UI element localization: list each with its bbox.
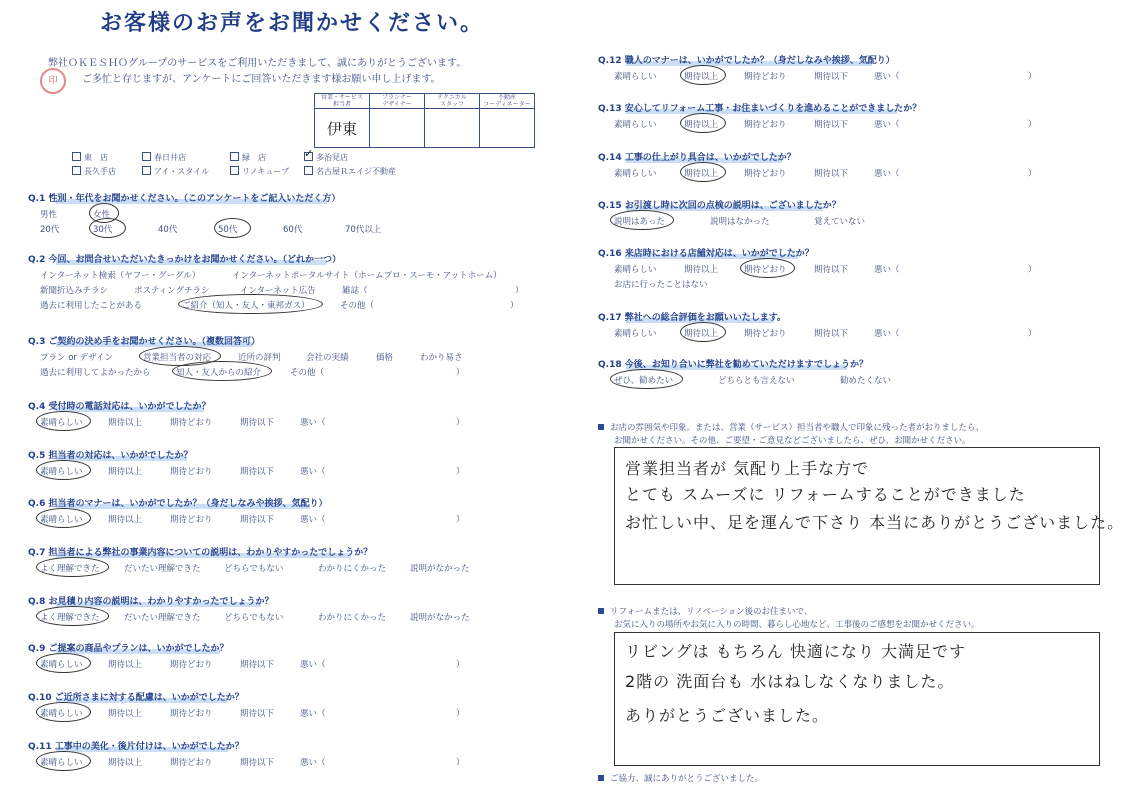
- answer-option[interactable]: 勧めたくない: [840, 376, 892, 386]
- answer-option[interactable]: インターネット広告: [240, 286, 316, 296]
- answer-option[interactable]: 期待以下: [240, 418, 275, 428]
- answer-option[interactable]: インターネット検索（ヤフー・グーグル）: [40, 271, 201, 281]
- question-q11: [28, 739, 244, 752]
- answer-option[interactable]: 男性: [40, 210, 58, 220]
- comment2-line-1: リビングは もちろん 快適になり 大満足です: [625, 642, 966, 661]
- answer-option[interactable]: 覚えていない: [814, 217, 866, 227]
- question-q7: [28, 545, 372, 558]
- answer-option[interactable]: 期待以上: [108, 467, 143, 477]
- answer-option[interactable]: わかりにくかった: [318, 564, 387, 574]
- question-q8: [28, 594, 273, 607]
- answer-option[interactable]: 期待どおり: [744, 169, 787, 179]
- question-number: Q.10: [28, 693, 55, 703]
- store-option[interactable]: 名古屋Ｒエイジ不動産: [304, 166, 396, 177]
- paren-close: ）: [515, 286, 524, 296]
- answer-option[interactable]: 期待以下: [240, 758, 275, 768]
- question-number: Q.9: [28, 644, 49, 654]
- question-q17: [598, 310, 786, 323]
- answer-option[interactable]: 期待どおり: [170, 758, 213, 768]
- answer-option[interactable]: 期待以上: [108, 660, 143, 670]
- answer-option[interactable]: 説明がなかった: [410, 613, 470, 623]
- question-number: Q.5: [28, 451, 49, 461]
- answer-option[interactable]: だいたい理解できた: [124, 564, 201, 574]
- checkbox[interactable]: [142, 166, 151, 175]
- answer-option[interactable]: 期待以上: [684, 265, 719, 275]
- comment1-line-3: お忙しい中、足を運んで下さり 本当にありがとうございました。: [625, 513, 1125, 532]
- staff-table: [314, 93, 535, 148]
- answer-option[interactable]: 価格: [376, 353, 394, 363]
- question-text: 担当者の対応は、いかがでしたか？: [48, 451, 193, 461]
- store-option[interactable]: 春日井店: [142, 152, 186, 163]
- answer-option[interactable]: 素晴らしい: [614, 120, 657, 130]
- staff-value-technical[interactable]: [425, 109, 480, 148]
- answer-option[interactable]: 素晴らしい: [40, 467, 83, 477]
- paren-close: ）: [456, 515, 465, 525]
- answer-option[interactable]: 女性: [93, 210, 111, 220]
- page-title: お客様のお声をお聞かせください。: [100, 11, 485, 36]
- question-q13: [598, 101, 921, 114]
- answer-option[interactable]: 雑誌（: [342, 286, 368, 296]
- answer-option[interactable]: 期待以上: [684, 72, 719, 82]
- question-number: Q.8: [28, 597, 49, 607]
- question-text: 今回、お問合せいただいたきっかけをお聞かせください。（どれか一つ）: [48, 255, 341, 265]
- paren-close: ）: [456, 368, 465, 378]
- question-text: 工事中の美化・後片付けは、いかがでしたか？: [54, 742, 244, 752]
- answer-option[interactable]: インターネットポータルサイト（ホームプロ・スーモ・アットホーム）: [232, 271, 502, 281]
- question-q10: [28, 690, 244, 703]
- comment1-prompt-1: お店の雰囲気や印象。または、営業（サービス）担当者や職人で印象に残った者がおりましたら、: [598, 421, 984, 433]
- question-number: Q.15: [598, 201, 625, 211]
- answer-option[interactable]: 20代: [40, 225, 60, 235]
- staff-header-technical: テクニカル スタッフ: [425, 94, 480, 109]
- answer-option[interactable]: 素晴らしい: [40, 418, 83, 428]
- question-q1: [28, 191, 340, 204]
- comment1-prompt-2: お聞かせください。その他、ご要望・ご意見などございましたら、ぜひ、お聞かせください。: [614, 436, 971, 446]
- paren-close: ）: [456, 418, 465, 428]
- checkbox[interactable]: [72, 166, 81, 175]
- answer-option[interactable]: 期待どおり: [170, 418, 213, 428]
- answer-option[interactable]: 説明はあった: [614, 217, 665, 227]
- store-option[interactable]: 緑 店: [230, 152, 266, 163]
- question-q6: [28, 496, 327, 509]
- question-q3: [28, 334, 260, 347]
- answer-option[interactable]: 期待どおり: [744, 329, 787, 339]
- answer-option[interactable]: 悪い（: [300, 418, 326, 428]
- answer-option[interactable]: どちらでもない: [224, 613, 284, 623]
- intro-line-1: 弊社ＯＫＥＳＨＯグループのサービスをご利用いただきまして、誠にありがとうございます。: [48, 58, 467, 69]
- bullet-square-icon: [598, 424, 604, 430]
- question-text: ご提案の商品やプランは、いかがでしたか？: [48, 644, 229, 654]
- answer-option[interactable]: 期待どおり: [744, 265, 787, 275]
- comment2-line-2: 2階の 洗面台も 水はねしなくなりました。: [625, 672, 955, 691]
- answer-option[interactable]: 悪い（: [300, 660, 326, 670]
- comment1-line-1: 営業担当者が 気配り上手な方で: [625, 459, 870, 478]
- intro-line-2: ご多忙と存じますが、アンケートにご回答いただきます様お願い申し上げます。: [82, 74, 441, 85]
- answer-option[interactable]: 素晴らしい: [40, 660, 83, 670]
- checkbox[interactable]: [142, 152, 151, 161]
- paren-close: ）: [1028, 329, 1037, 339]
- answer-option[interactable]: 期待どおり: [170, 709, 213, 719]
- answer-option[interactable]: 説明はなかった: [710, 217, 770, 227]
- answer-option[interactable]: ポスティングチラシ: [134, 286, 210, 296]
- answer-option[interactable]: 期待以上: [108, 515, 143, 525]
- question-q5: [28, 448, 192, 461]
- answer-option[interactable]: ご紹介（知人・友人・東邦ガス）: [182, 301, 310, 311]
- question-number: Q.18: [598, 360, 625, 370]
- question-q14: [598, 150, 796, 163]
- answer-option[interactable]: 期待以下: [814, 120, 849, 130]
- answer-option[interactable]: 期待以下: [814, 265, 849, 275]
- bullet-square-icon: [598, 775, 604, 781]
- answer-option[interactable]: わかりにくかった: [318, 613, 387, 623]
- bullet-square-icon: [598, 608, 604, 614]
- question-number: Q.4: [28, 402, 49, 412]
- store-option[interactable]: 長久手店: [72, 166, 116, 177]
- checkbox-checked[interactable]: [304, 152, 313, 161]
- question-text: 工事の仕上がり具合は、いかがでしたか？: [624, 153, 796, 163]
- paren-close: ）: [1028, 265, 1037, 275]
- question-text: お見積り内容の説明は、わかりやすかったでしょうか？: [48, 597, 274, 607]
- answer-option[interactable]: 期待以上: [684, 120, 719, 130]
- answer-option[interactable]: 期待以下: [240, 660, 275, 670]
- answer-option[interactable]: 50代: [218, 225, 238, 235]
- answer-option[interactable]: 悪い（: [300, 467, 326, 477]
- question-text: ご契約の決め手をお聞かせください。（複数回答可）: [48, 337, 260, 347]
- paren-close: ）: [510, 301, 519, 311]
- answer-option[interactable]: 40代: [158, 225, 178, 235]
- store-option[interactable]: ✓ 多治見店: [304, 152, 348, 163]
- answer-option[interactable]: 悪い（: [874, 120, 900, 130]
- answer-option[interactable]: 会社の実績: [306, 353, 349, 363]
- question-text: 担当者による弊社の事業内容についての説明は、わかりやすかったでしょうか？: [48, 548, 373, 558]
- answer-option[interactable]: 素晴らしい: [40, 709, 83, 719]
- answer-option[interactable]: 期待以下: [240, 467, 275, 477]
- company-seal: 印: [40, 68, 66, 94]
- answer-option[interactable]: 期待どおり: [170, 660, 213, 670]
- question-number: Q.11: [28, 742, 55, 752]
- checkbox[interactable]: [230, 152, 239, 161]
- question-text: 来店時における店舗対応は、いかがでしたか？: [624, 249, 814, 259]
- answer-option[interactable]: 過去に利用してよかったから: [40, 368, 151, 378]
- checkbox[interactable]: [304, 166, 313, 175]
- paren-close: ）: [456, 660, 465, 670]
- question-text: 担当者のマナーは、いかがでしたか？（身だしなみや挨拶、気配り）: [48, 499, 328, 509]
- question-number: Q.3: [28, 337, 49, 347]
- question-q18: [598, 357, 868, 370]
- answer-option[interactable]: 新聞折込みチラシ: [40, 286, 109, 296]
- answer-option[interactable]: よく理解できた: [40, 613, 100, 623]
- answer-option[interactable]: 悪い（: [300, 709, 326, 719]
- answer-option[interactable]: 期待以下: [240, 709, 275, 719]
- staff-header-realestate: 不動産 コーディネーター: [480, 94, 535, 109]
- answer-option[interactable]: 知人・友人からの紹介: [176, 368, 262, 378]
- footer-thanks: ご協力、誠にありがとうございました。: [598, 772, 763, 784]
- answer-option[interactable]: 素晴らしい: [614, 169, 657, 179]
- answer-option[interactable]: 素晴らしい: [40, 758, 83, 768]
- comment2-prompt-2: お気に入りの場所やお気に入りの時間、暮らし心地など、工事後のご感想をお聞かせください。: [614, 620, 980, 630]
- comment1-line-2: とても スムーズに リフォームすることができました: [625, 485, 1026, 504]
- question-number: Q.12: [598, 56, 625, 66]
- comment2-prompt-1: リフォームまたは、リノベーション後のお住まいで、: [598, 605, 812, 617]
- comment2-answer-box[interactable]: [614, 632, 1100, 766]
- answer-option[interactable]: だいたい理解できた: [124, 613, 201, 623]
- answer-option[interactable]: 70代以上: [345, 225, 382, 235]
- answer-option[interactable]: 期待以下: [240, 515, 275, 525]
- question-q4: [28, 399, 210, 412]
- store-option[interactable]: リノキューブ: [230, 166, 289, 177]
- question-q9: [28, 641, 228, 654]
- answer-option[interactable]: 期待以下: [814, 72, 849, 82]
- question-number: Q.2: [28, 255, 49, 265]
- comment2-line-3: ありがとうございました。: [625, 706, 830, 725]
- answer-option[interactable]: 期待どおり: [744, 72, 787, 82]
- question-number: Q.17: [598, 313, 625, 323]
- checkbox[interactable]: [72, 152, 81, 161]
- staff-value-planner[interactable]: [370, 109, 425, 148]
- paren-close: ）: [456, 467, 465, 477]
- question-text: 安心してリフォーム工事・お住まいづくりを進めることができましたか？: [624, 104, 922, 114]
- paren-close: ）: [1028, 169, 1037, 179]
- answer-option[interactable]: 悪い（: [874, 329, 900, 339]
- answer-option[interactable]: 期待どおり: [744, 120, 787, 130]
- question-text: 性別・年代をお聞かせください。（このアンケートをご記入いただく方）: [48, 194, 341, 204]
- answer-option[interactable]: 期待以上: [108, 758, 143, 768]
- answer-option[interactable]: 期待以上: [684, 169, 719, 179]
- answer-option[interactable]: 期待以下: [814, 329, 849, 339]
- question-text: 今後、お知り合いに弊社を勧めていただけますでしょうか？: [624, 360, 869, 370]
- answer-option[interactable]: その他（: [290, 368, 325, 378]
- comment1-answer-box[interactable]: [614, 447, 1125, 585]
- answer-option[interactable]: 悪い（: [874, 169, 900, 179]
- question-q15: [598, 198, 841, 211]
- answer-option[interactable]: 期待以上: [108, 418, 143, 428]
- answer-option[interactable]: 営業担当者の対応: [143, 353, 212, 363]
- store-option[interactable]: アイ・スタイル: [142, 166, 209, 177]
- question-number: Q.13: [598, 104, 625, 114]
- answer-option[interactable]: どちらとも言えない: [718, 376, 795, 386]
- paren-close: ）: [456, 709, 465, 719]
- question-text: ご近所さまに対する配慮は、いかがでしたか？: [54, 693, 244, 703]
- answer-option[interactable]: よく理解できた: [40, 564, 100, 574]
- answer-option[interactable]: 悪い（: [300, 758, 326, 768]
- answer-option[interactable]: 素晴らしい: [40, 515, 83, 525]
- answer-option[interactable]: 素晴らしい: [614, 329, 657, 339]
- answer-option[interactable]: 30代: [93, 225, 113, 235]
- answer-option[interactable]: 期待どおり: [170, 515, 213, 525]
- paren-close: ）: [1028, 72, 1037, 82]
- staff-header-planner: プランナー デザイナー: [370, 94, 425, 109]
- question-number: Q.7: [28, 548, 49, 558]
- answer-option[interactable]: その他（: [340, 301, 375, 311]
- answer-option[interactable]: 素晴らしい: [614, 72, 657, 82]
- answer-option[interactable]: 悪い（: [874, 72, 900, 82]
- paren-close: ）: [1028, 120, 1037, 130]
- checkbox[interactable]: [230, 166, 239, 175]
- question-text: 弊社への総合評価をお願いいたします。: [624, 313, 787, 323]
- question-number: Q.16: [598, 249, 625, 259]
- staff-header-sales: 営業・サービス 担当者: [315, 94, 370, 109]
- answer-option[interactable]: 期待以下: [814, 169, 849, 179]
- answer-option[interactable]: 近所の評判: [238, 353, 281, 363]
- answer-option[interactable]: 期待以上: [684, 329, 719, 339]
- question-text: 職人のマナーは、いかがでしたか？（身だしなみや挨拶、気配り）: [624, 56, 895, 66]
- answer-option[interactable]: 説明がなかった: [410, 564, 470, 574]
- question-number: Q.14: [598, 153, 625, 163]
- question-q16: [598, 246, 814, 259]
- answer-option[interactable]: ぜひ、勧めたい: [614, 376, 674, 386]
- store-option[interactable]: 東 店: [72, 152, 108, 163]
- question-text: 受付時の電話対応は、いかがでしたか？: [48, 402, 211, 412]
- question-number: Q.1: [28, 194, 49, 204]
- answer-option[interactable]: 期待以上: [108, 709, 143, 719]
- question-text: お引渡し時に次回の点検の説明は、ございましたか？: [624, 201, 841, 211]
- staff-value-sales[interactable]: 伊東: [315, 109, 370, 148]
- answer-option[interactable]: プラン or デザイン: [40, 353, 114, 363]
- answer-option[interactable]: 悪い（: [300, 515, 326, 525]
- question-q12: [598, 53, 895, 66]
- question-q2: [28, 252, 341, 265]
- answer-option[interactable]: どちらでもない: [224, 564, 284, 574]
- answer-option[interactable]: わかり易さ: [420, 353, 463, 363]
- paren-close: ）: [456, 758, 465, 768]
- answer-option[interactable]: 素晴らしい: [614, 265, 657, 275]
- answer-option[interactable]: 期待どおり: [170, 467, 213, 477]
- answer-option[interactable]: 60代: [283, 225, 303, 235]
- answer-option[interactable]: 過去に利用したことがある: [40, 301, 143, 311]
- question-number: Q.6: [28, 499, 49, 509]
- answer-option[interactable]: お店に行ったことはない: [614, 280, 708, 290]
- answer-option[interactable]: 悪い（: [874, 265, 900, 275]
- staff-value-realestate[interactable]: [480, 109, 535, 148]
